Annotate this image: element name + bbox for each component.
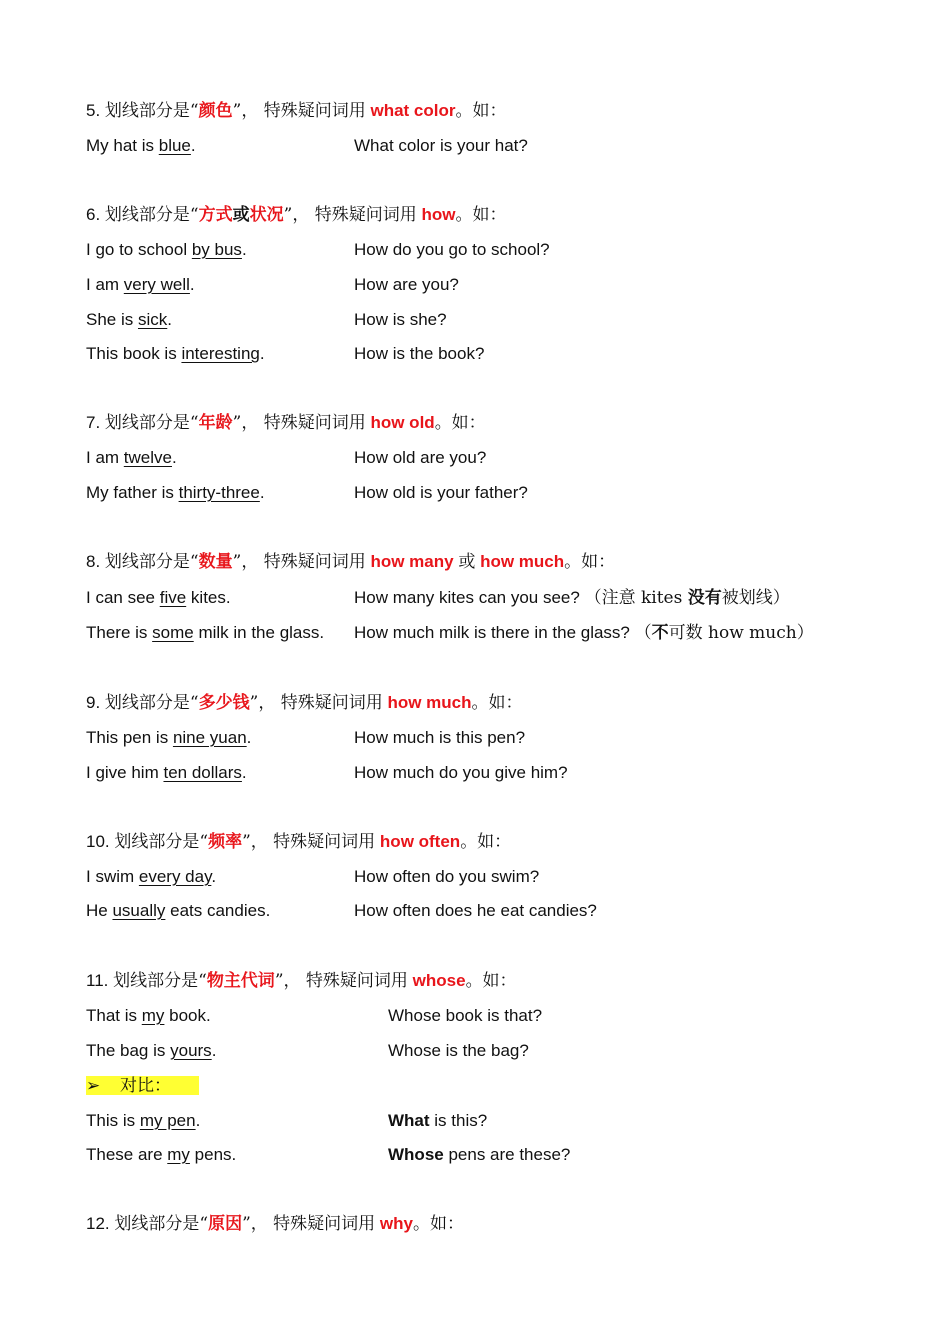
example-sentence: I swim every day.: [86, 867, 217, 886]
example-sentence: This book is interesting.: [86, 344, 265, 363]
example-sentence: This is my pen.: [86, 1111, 201, 1130]
keyword: 方式: [198, 205, 233, 225]
keyword: 数量: [198, 552, 233, 572]
note: 被划线）: [721, 588, 790, 608]
example-sentence: My father is thirty-three.: [86, 483, 265, 502]
example-question: Whose book is that?: [388, 1006, 543, 1025]
section-8-heading: 8. 划线部分是“数量”， 特殊疑问词用 how many 或 how much。如：: [86, 552, 616, 572]
underlined-part: nine yuan: [172, 728, 247, 747]
section-7-heading: 7. 划线部分是“年龄”， 特殊疑问词用 how old。如：: [86, 413, 486, 433]
underlined-part: my: [167, 1145, 190, 1164]
underlined-part: every day: [138, 867, 212, 886]
contrast-label: ➢ 对比：: [86, 1075, 199, 1097]
keyword: 原因: [208, 1214, 243, 1234]
example-question: How much is this pen?: [354, 728, 526, 747]
question-word: what color: [370, 101, 456, 120]
question-word: Whose: [388, 1145, 444, 1164]
example-question: How are you?: [354, 275, 459, 294]
keyword: 多少钱: [198, 693, 250, 713]
underlined-part: yours: [170, 1041, 212, 1060]
underlined-part: blue: [158, 136, 191, 155]
keyword: 频率: [208, 832, 243, 852]
question-word: how many: [370, 552, 454, 571]
example-sentence: I go to school by bus.: [86, 240, 247, 259]
example-question: How often do you swim?: [354, 867, 540, 886]
section-number: 8.: [86, 552, 101, 571]
section-number: 7.: [86, 413, 101, 432]
keyword: 状况: [249, 205, 284, 225]
question-word: how much: [480, 552, 565, 571]
example-sentence: I can see five kites.: [86, 588, 231, 607]
example-question: How is she?: [354, 310, 447, 329]
underlined-part: usually: [112, 901, 166, 920]
section-12-heading: 12. 划线部分是“原因”， 特殊疑问词用 why。如：: [86, 1214, 464, 1234]
underlined-part: my pen: [139, 1111, 196, 1130]
example-question: How often does he eat candies?: [354, 901, 597, 920]
section-5-heading: [86, 100, 506, 122]
example-question: How much do you give him?: [354, 763, 568, 782]
keyword: 颜色: [198, 101, 233, 121]
example-question: How old are you?: [354, 448, 487, 467]
question-word: What: [388, 1111, 430, 1130]
question-word: how old: [370, 413, 435, 432]
section-9-heading: 9. 划线部分是“多少钱”， 特殊疑问词用 how much。如：: [86, 693, 523, 713]
example-sentence: I am twelve.: [86, 448, 177, 467]
section-10-heading: 10. 划线部分是“频率”， 特殊疑问词用 how often。如：: [86, 832, 512, 852]
example-sentence: My hat is blue.: [86, 136, 196, 155]
example-sentence: He usually eats candies.: [86, 901, 271, 920]
question-word: why: [379, 1214, 413, 1233]
example-question: What color is your hat?: [354, 136, 528, 155]
section-number: 9.: [86, 693, 101, 712]
example-sentence: She is sick.: [86, 310, 172, 329]
underlined-part: sick: [137, 310, 168, 329]
example-question: How many kites can you see? （注意 kites 没有被划线）: [354, 588, 790, 608]
section-6-heading: 6. 划线部分是“方式或状况”， 特殊疑问词用 how。如：: [86, 205, 507, 225]
heading-text: ”， 特殊疑问词用: [232, 101, 366, 121]
example-question: How old is your father?: [354, 483, 528, 502]
example-sentence: The bag is yours.: [86, 1041, 217, 1060]
example-question: How do you go to school?: [354, 240, 550, 259]
underlined-part: twelve: [123, 448, 172, 467]
example-question: Whose pens are these?: [388, 1145, 571, 1164]
example-question: Whose is the bag?: [388, 1041, 529, 1060]
question-word: how much: [387, 693, 472, 712]
section-number: 10.: [86, 832, 110, 851]
underlined-part: interesting: [181, 344, 260, 363]
underlined-part: five: [159, 588, 187, 607]
question-word: how often: [379, 832, 461, 851]
section-number: 11.: [86, 971, 109, 990]
example-sentence: This pen is nine yuan.: [86, 728, 252, 747]
note-emphasis: 没有: [687, 588, 722, 608]
keyword: 年龄: [198, 413, 233, 433]
keyword: 物主代词: [206, 971, 275, 991]
section-number: 12.: [86, 1214, 110, 1233]
note: 可数 how much）: [668, 623, 814, 643]
underlined-part: by bus: [191, 240, 242, 259]
note: （注意 kites: [584, 588, 688, 608]
arrow-bullet-icon: ➢: [86, 1076, 101, 1095]
underlined-part: my: [141, 1006, 165, 1025]
example-sentence: That is my book.: [86, 1006, 211, 1025]
heading-text: 。如：: [455, 101, 507, 121]
underlined-part: very well: [123, 275, 190, 294]
example-sentence: There is some milk in the glass.: [86, 623, 325, 642]
section-number: 5.: [86, 101, 101, 120]
section-number: 6.: [86, 205, 101, 224]
question-word: how: [421, 205, 456, 224]
note-emphasis: 不: [651, 623, 669, 643]
example-question: How much milk is there in the glass? （不可数 how much）: [354, 623, 814, 643]
section-11-heading: 11. 划线部分是“物主代词”， 特殊疑问词用 whose。如：: [86, 971, 517, 991]
example-sentence: I give him ten dollars.: [86, 763, 247, 782]
example-sentence: These are my pens.: [86, 1145, 237, 1164]
example-sentence: I am very well.: [86, 275, 195, 294]
question-word: whose: [412, 971, 466, 990]
underlined-part: ten dollars: [163, 763, 242, 782]
note: （: [634, 623, 652, 643]
example-question: How is the book?: [354, 344, 485, 363]
heading-text: 划线部分是“: [104, 101, 199, 121]
underlined-part: some: [152, 623, 194, 642]
example-question: What is this?: [388, 1111, 488, 1130]
underlined-part: thirty-three: [178, 483, 260, 502]
